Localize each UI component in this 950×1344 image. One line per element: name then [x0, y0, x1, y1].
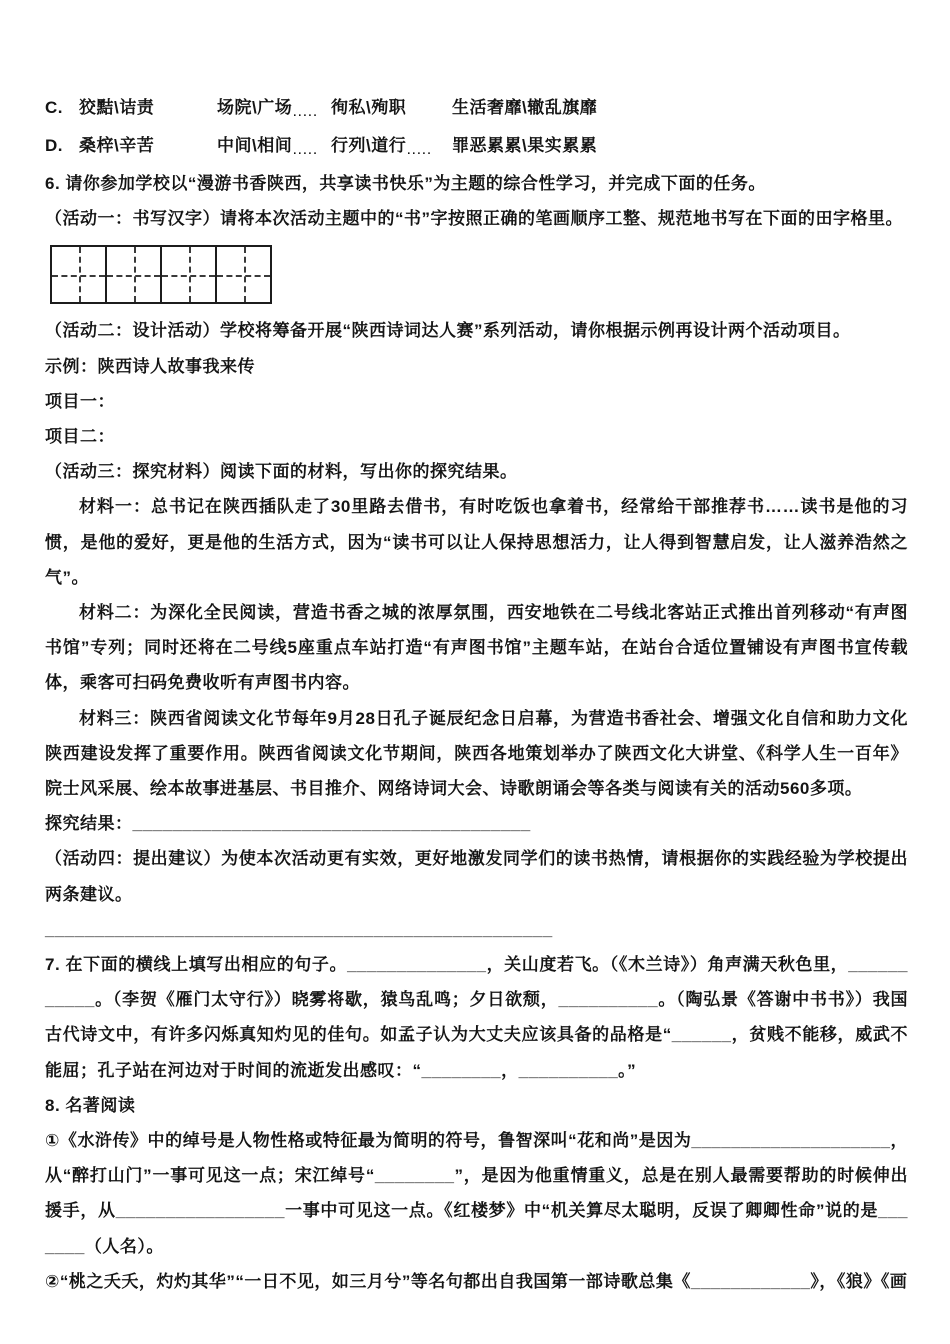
option-c-pair-4: 生活奢靡\辙乱旗靡	[452, 98, 598, 117]
option-row-c	[45, 90, 908, 128]
tianzige-cell	[52, 247, 107, 302]
option-d-pair-2-text: 中间\相间	[217, 136, 293, 155]
tianzige-cell	[107, 247, 162, 302]
tianzige-cell	[162, 247, 217, 302]
option-d-pair-3-text: 行列\道行	[331, 136, 407, 155]
option-c-label: C.	[45, 98, 63, 117]
cell-horizontal-dash	[217, 275, 270, 277]
cell-horizontal-dash	[52, 275, 105, 277]
q6-material2: 材料二：为深化全民阅读，营造书香之城的浓厚氛围，西安地铁在二号线北客站正式推出首列移动“有声图书馆”专列；同时还将在二号线5座重点车站打造“有声图书馆”主题车站，在站台合适位置铺设有声图书宣传载体，乘客可扫码免费收听有声图书内容。	[45, 603, 908, 693]
q6-activity4: （活动四：提出建议）为使本次活动更有实效，更好地激发同学们的读书热情，请根据你的实践经验为学校提出两条建议。	[45, 849, 908, 904]
option-d-pair-2	[217, 128, 331, 166]
q6-activity1: （活动一：书写汉字）请将本次活动主题中的“书”字按照正确的笔画顺序工整、规范地书写在下面的田字格里。	[45, 209, 903, 229]
tianzige-cell	[217, 247, 270, 302]
option-d-pair-3	[331, 128, 452, 166]
q6-stem: 6. 请你参加学校以“漫游书香陕西，共享读书快乐”为主题的综合性学习，并完成下面的任务。	[45, 174, 766, 193]
emphasis-dots: .....	[293, 145, 319, 157]
option-c-pair-3: 徇私\殉职	[331, 98, 407, 117]
q6-answer-line: ___________________________________________________	[45, 919, 553, 939]
q6-project2: 项目二：	[45, 427, 115, 447]
q8-item1: ①《水浒传》中的绰号是人物性格或特征最为简明的符号，鲁智深叫“花和尚”是因为____________________，从“醉打山门”一事可见这一点；宋江绰号“________”，是因为他重情重义，总是在别人最需要帮助的时候伸出援手，从_________________一事中可见这一点。《红楼梦》中“机关算尽太聪明，反误了卿卿性命”说的是_______（人名）。	[45, 1131, 908, 1256]
emphasis-dots: .....	[407, 145, 433, 157]
q8-title: 8. 名著阅读	[45, 1095, 136, 1115]
option-row-d	[45, 128, 908, 166]
emphasis-dots: .....	[293, 107, 319, 119]
q6-activity2: （活动二：设计活动）学校将筹备开展“陕西诗词达人赛”系列活动，请你根据示例再设计两个活动项目。	[45, 321, 851, 341]
q6-example: 示例：陕西诗人故事我来传	[45, 356, 255, 376]
q6-result-blank: 探究结果：________________________________________	[45, 814, 531, 834]
q8-item2: ②“桃之夭夭，灼灼其华”“一日不见，如三月兮”等名句都出自我国第一部诗歌总集《____________》，《狼》《画	[45, 1271, 908, 1291]
option-c-pair-2-text: 场院\广场	[217, 98, 293, 117]
q6-activity3: （活动三：探究材料）阅读下面的材料，写出你的探究结果。	[45, 462, 518, 482]
option-c-pair-1: 狡黠\诘责	[79, 98, 155, 117]
tianzige-grid	[50, 245, 272, 304]
q6-project1: 项目一：	[45, 391, 115, 411]
option-c-pair-2	[217, 90, 331, 128]
q7-text: 7. 在下面的横线上填写出相应的句子。______________，关山度若飞。（《木兰诗》）角声满天秋色里，___________。（李贺《雁门太守行》）晓雾将歇，猿鸟乱鸣；夕日欲颓，__________。（陶弘景《答谢中书书》）我国古代诗文中，有许多闪烁真知灼见的佳句。如孟子认为大丈夫应该具备的品格是“______，贫贱不能移，威武不能屈；孔子站在河边对于时间的流逝发出感叹：“________，__________。”	[45, 955, 908, 1080]
cell-horizontal-dash	[107, 275, 160, 277]
cell-horizontal-dash	[162, 275, 215, 277]
q6-material3: 材料三：陕西省阅读文化节每年9月28日孔子诞辰纪念日启幕，为营造书香社会、增强文化自信和助力文化陕西建设发挥了重要作用。陕西省阅读文化节期间，陕西各地策划举办了陕西文化大讲堂、《科学人生一百年》院士风采展、绘本故事进基层、书目推介、网络诗词大会、诗歌朗诵会等各类与阅读有关的活动560多项。	[45, 708, 908, 799]
option-d-pair-1: 桑梓\辛苦	[79, 136, 155, 155]
option-d-label: D.	[45, 136, 63, 155]
q6-material1: 材料一：总书记在陕西插队走了30里路去借书，有时吃饭也拿着书，经常给干部推荐书……读书是他的习惯，是他的爱好，更是他的生活方式，因为“读书可以让人保持思想活力，让人得到智慧启发，让人滋养浩然之气”。	[45, 497, 908, 587]
option-d-pair-4: 罪恶累累\果实累累	[452, 136, 598, 155]
